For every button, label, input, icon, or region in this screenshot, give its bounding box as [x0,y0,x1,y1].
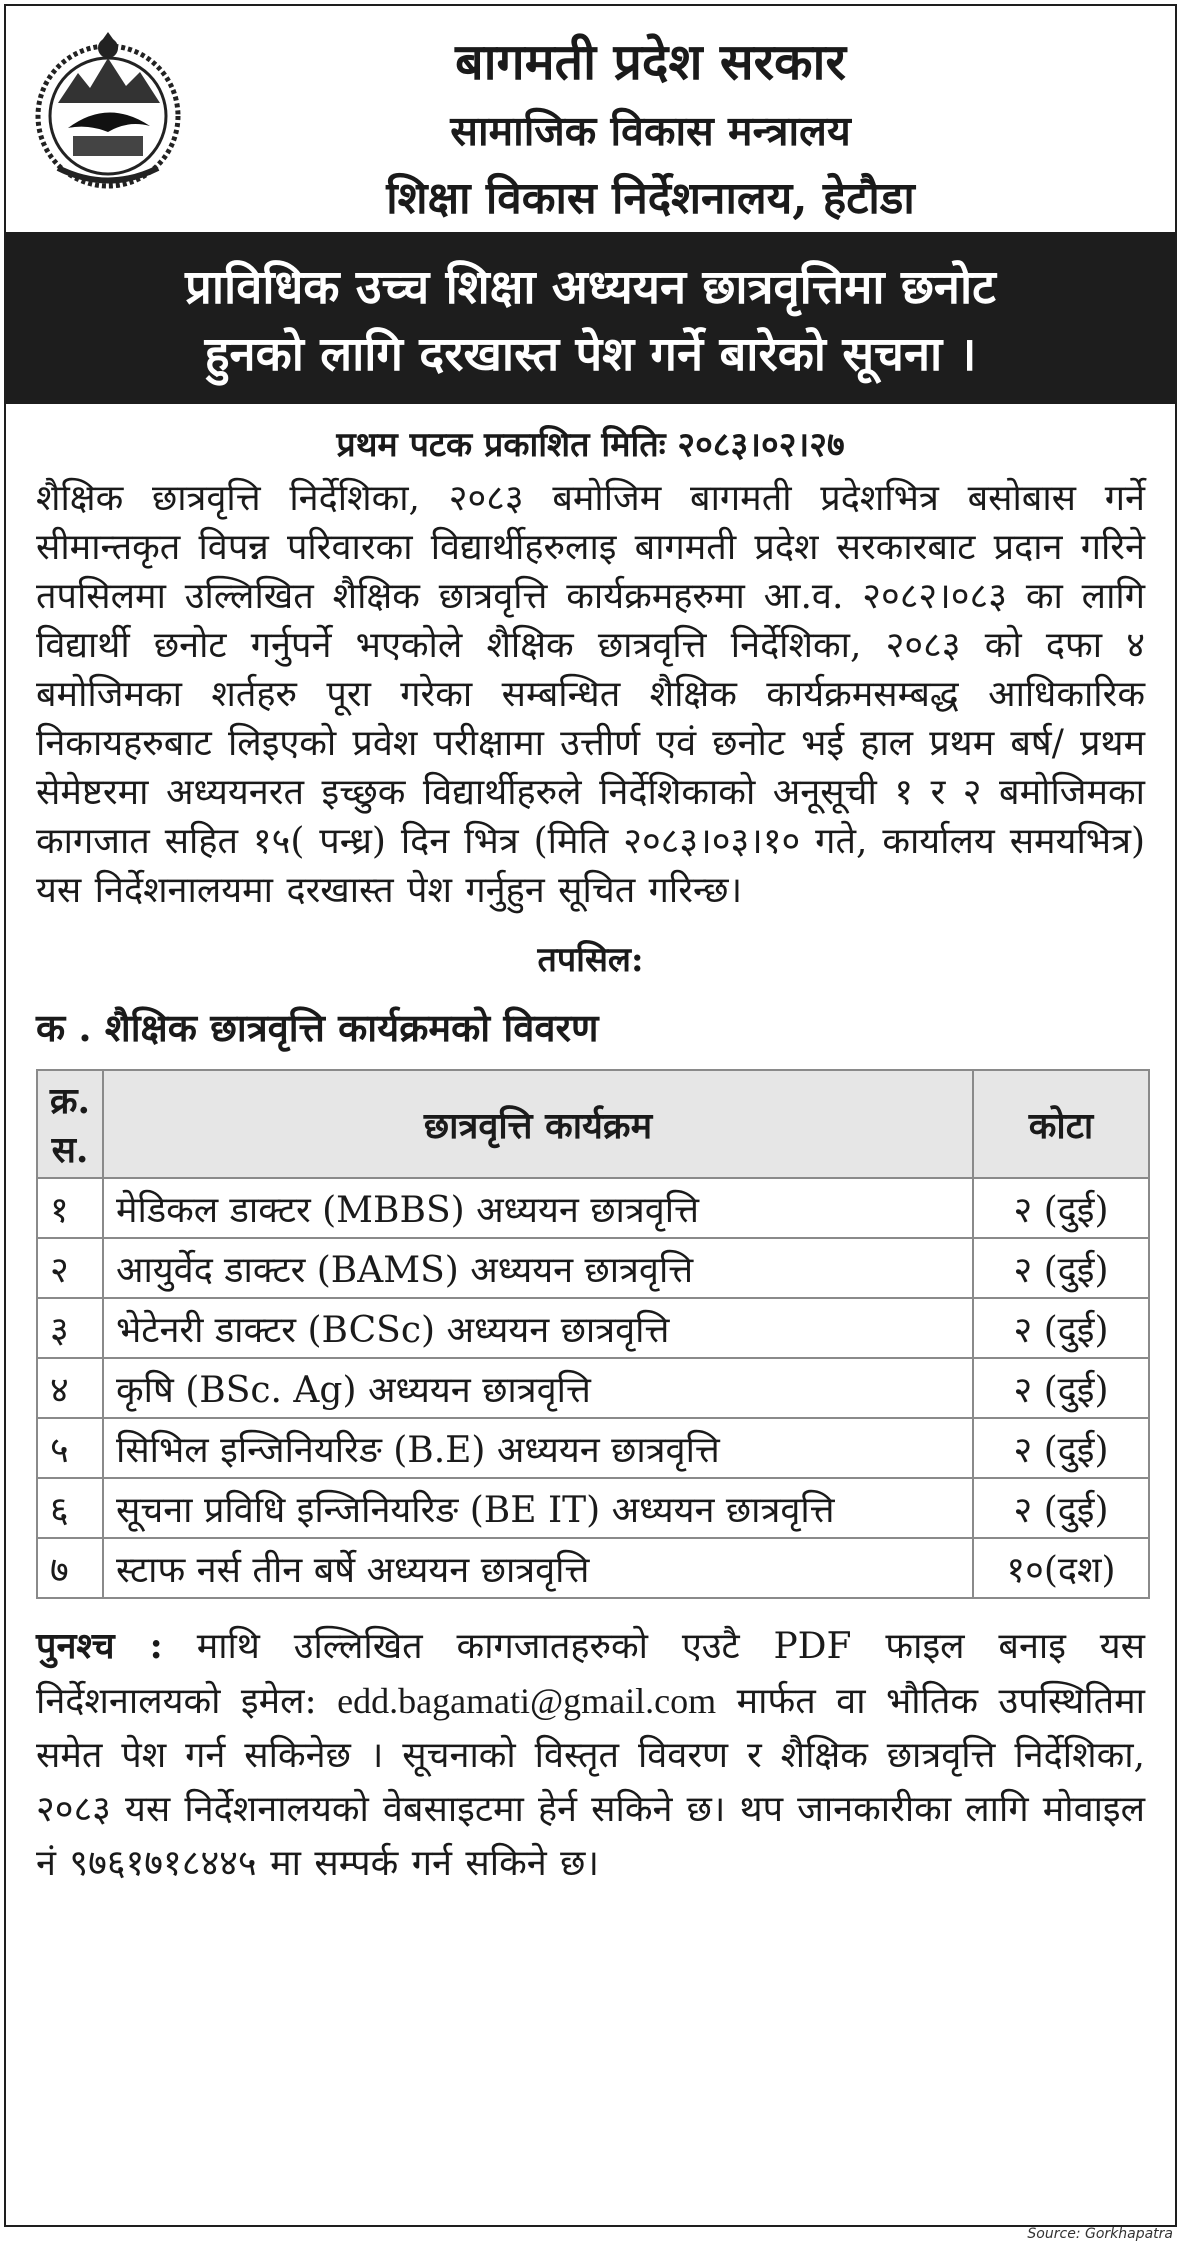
row-quota: २ (दुई) [973,1238,1149,1298]
table-row [37,1238,1149,1298]
table-row [37,1418,1149,1478]
postscript-text-2: मार्फत वा भौतिक उपस्थितिमा समेत पेश गर्न सकिनेछ । सूचनाको विस्तृत विवरण र शैक्षिक छात्रवृत्ति निर्देशिका, २०८३ यस निर्देशनालयको वेबसाइटमा हेर्न सकिने छ। थप जानकारीका लागि मोवाइल नं ९७६१७१८४४५ मा सम्पर्क गर्न सकिने छ। [36,1681,1146,1884]
table-row [37,1478,1149,1538]
notice-header [6,6,1175,232]
govt-name: बागमती प्रदेश सरकार [455,32,846,91]
table-row [37,1358,1149,1418]
col-header-program: छात्रवृत्ति कार्यक्रम [103,1070,973,1178]
notice-frame [4,4,1177,2227]
postscript-label: पुनश्च : [36,1625,163,1667]
row-program: आयुर्वेद डाक्टर (BAMS) अध्ययन छात्रवृत्ति [103,1238,973,1298]
row-program: कृषि (BSc. Ag) अध्ययन छात्रवृत्ति [103,1358,973,1418]
schedule-heading: तपसिल: [537,940,644,980]
row-sn: ४ [37,1358,103,1418]
table-row [37,1298,1149,1358]
row-quota: १०(दश) [973,1538,1149,1598]
row-sn: ७ [37,1538,103,1598]
row-sn: ६ [37,1478,103,1538]
row-sn: ३ [37,1298,103,1358]
table-row [37,1538,1149,1598]
row-sn: २ [37,1238,103,1298]
col-header-sn: क्र. स. [37,1070,103,1178]
directorate-name: शिक्षा विकास निर्देशनालय, हेटौडा [386,173,915,224]
contact-email: edd.bagamati@gmail.com [337,1681,717,1721]
notice-title-banner [6,232,1175,404]
col-header-quota: कोटा [973,1070,1149,1178]
postscript-text-1: माथि उल्लिखित कागजातहरुको एउटै PDF फाइल बनाइ यस निर्देशनालयको इमेल: [36,1626,1145,1722]
notice-title-line2: हुनको लागि दरखास्त पेश गर्ने बारेको सूचना । [204,327,977,382]
row-quota: २ (दुई) [973,1478,1149,1538]
postscript-paragraph [36,1619,1145,1891]
row-quota: २ (दुई) [973,1418,1149,1478]
intro-paragraph: शैक्षिक छात्रवृत्ति निर्देशिका, २०८३ बमोजिम बागमती प्रदेशभित्र बसोबास गर्ने सीमान्तकृत विपन्न परिवारका विद्यार्थीहरुलाइ बागमती प्रदेश सरकारबाट प्रदान गरिने तपसिलमा उल्लिखित शैक्षिक छात्रवृत्ति कार्यक्रमहरुमा आ.व. २०८२।०८३ का लागि विद्यार्थी छनोट गर्नुपर्ने भएकोले शैक्षिक छात्रवृत्ति निर्देशिका, २०८३ को दफा ४ बमोजिमका शर्तहरु पूरा गरेका सम्बन्धित शैक्षिक कार्यक्रमसम्बद्ध आधिकारिक निकायहरुबाट लिइएको प्रवेश परीक्षामा उत्तीर्ण एवं छनोट भई हाल प्रथम बर्ष/ प्रथम सेमेष्टरमा अध्ययनरत इच्छुक विद्यार्थीहरुले निर्देशिकाको अनूसूची १ र २ बमोजिमका कागजात सहित १५( पन्ध्र) दिन भित्र (मिति २०८३।०३।१० गते, कार्यालय समयभित्र) यस निर्देशनालयमा दरखास्त पेश गर्नुहुन सूचित गरिन्छ। [36,478,1145,911]
row-quota: २ (दुई) [973,1178,1149,1238]
scholarship-table [36,1069,1150,1599]
publication-date: प्रथम पटक प्रकाशित मितिः २०८३।०२।२७ [336,425,845,465]
source-credit: Source: Gorkhapatra [1027,2226,1173,2242]
row-program: सिभिल इन्जिनियरिङ (B.E) अध्ययन छात्रवृत्ति [103,1418,973,1478]
row-program: सूचना प्रविधि इन्जिनियरिङ (BE IT) अध्ययन छात्रवृत्ति [103,1478,973,1538]
row-program: स्टाफ नर्स तीन बर्षे अध्ययन छात्रवृत्ति [103,1538,973,1598]
row-quota: २ (दुई) [973,1298,1149,1358]
table-header-row [37,1070,1149,1178]
row-program: मेडिकल डाक्टर (MBBS) अध्ययन छात्रवृत्ति [103,1178,973,1238]
nepal-coat-of-arms-icon [28,28,188,198]
row-program: भेटेनरी डाक्टर (BCSc) अध्ययन छात्रवृत्ति [103,1298,973,1358]
row-sn: १ [37,1178,103,1238]
table-row [37,1178,1149,1238]
ministry-name: सामाजिक विकास मन्त्रालय [450,107,851,155]
row-quota: २ (दुई) [973,1358,1149,1418]
row-sn: ५ [37,1418,103,1478]
section-heading: क . शैक्षिक छात्रवृत्ति कार्यक्रमको विवरण [36,1005,599,1050]
notice-title-line1: प्राविधिक उच्च शिक्षा अध्ययन छात्रवृत्तिमा छनोट [185,260,996,315]
